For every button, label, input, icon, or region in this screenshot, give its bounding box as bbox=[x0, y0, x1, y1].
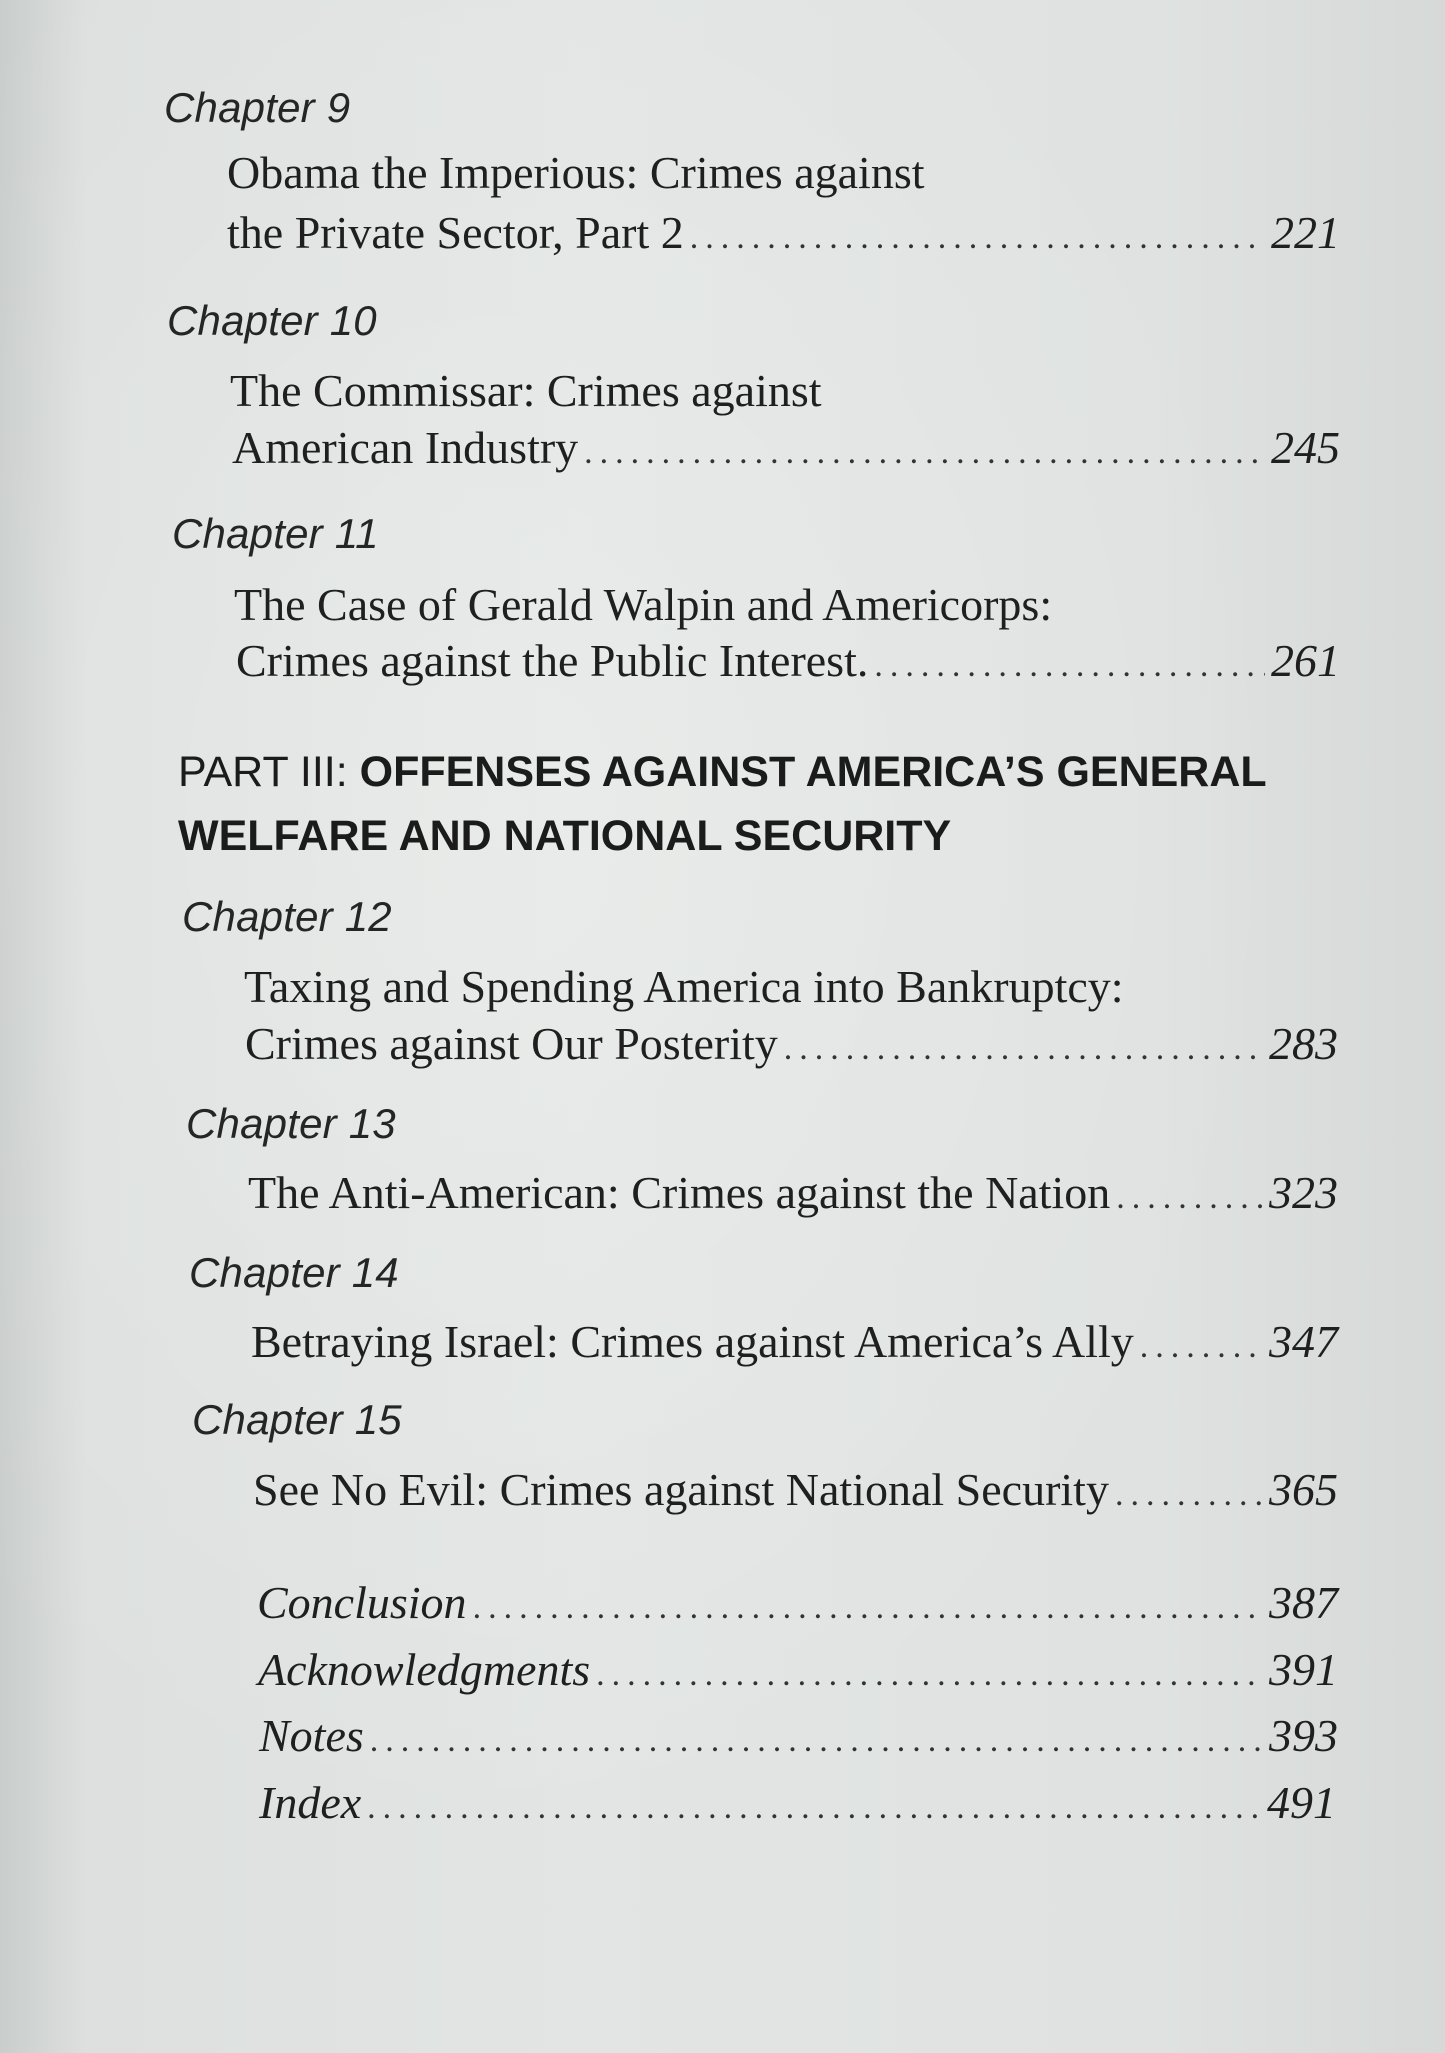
chapter-11-title-line-2: Crimes against the Public Interest. bbox=[236, 635, 869, 686]
back-matter-title: Acknowledgments bbox=[258, 1644, 591, 1695]
back-matter-page-number: 393 bbox=[1269, 1710, 1338, 1761]
part-3-prefix: PART III: bbox=[178, 748, 360, 796]
dot-leader bbox=[367, 1789, 1261, 1827]
chapter-14-entry bbox=[251, 1315, 1338, 1368]
chapter-10-label: Chapter 10 bbox=[167, 297, 377, 344]
chapter-9-page-number: 221 bbox=[1271, 207, 1340, 258]
chapter-15-title: See No Evil: Crimes against National Security bbox=[253, 1464, 1109, 1515]
dot-leader bbox=[690, 219, 1265, 257]
part-3-heading-line-1 bbox=[178, 740, 1267, 804]
chapter-11-entry bbox=[236, 634, 1340, 687]
chapter-13-label: Chapter 13 bbox=[186, 1100, 396, 1147]
dot-leader bbox=[596, 1656, 1263, 1694]
chapter-11-label: Chapter 11 bbox=[172, 510, 379, 557]
chapter-12-label: Chapter 12 bbox=[182, 893, 392, 940]
chapter-9-entry bbox=[227, 206, 1340, 259]
dot-leader bbox=[473, 1589, 1263, 1627]
chapter-14-page-number: 347 bbox=[1269, 1316, 1338, 1367]
back-matter-page-number: 391 bbox=[1269, 1644, 1338, 1695]
chapter-12-entry bbox=[245, 1017, 1338, 1070]
back-matter-title: Conclusion bbox=[257, 1577, 467, 1628]
back-matter-page-number: 491 bbox=[1267, 1777, 1336, 1828]
dot-leader bbox=[1140, 1328, 1263, 1366]
chapter-10-title-line-2: American Industry bbox=[232, 422, 579, 473]
chapter-14-title: Betraying Israel: Crimes against America’s Ally bbox=[251, 1316, 1134, 1367]
chapter-9-label: Chapter 9 bbox=[164, 84, 351, 131]
chapter-10-title-line-1: The Commissar: Crimes against bbox=[230, 365, 822, 416]
chapter-9-title-line-2: the Private Sector, Part 2 bbox=[227, 207, 684, 258]
back-matter-acknowledgments bbox=[258, 1643, 1338, 1696]
chapter-10-entry bbox=[232, 421, 1340, 474]
back-matter-index bbox=[259, 1776, 1336, 1829]
dot-leader bbox=[874, 647, 1265, 685]
chapter-12-title-line-2: Crimes against Our Posterity bbox=[245, 1018, 778, 1069]
chapter-15-entry bbox=[253, 1463, 1338, 1516]
part-3-title-line-1: OFFENSES AGAINST AMERICA’S GENERAL bbox=[359, 748, 1267, 796]
part-3-heading bbox=[178, 740, 1267, 868]
chapter-11-page-number: 261 bbox=[1271, 635, 1340, 686]
chapter-9-title-line-1: Obama the Imperious: Crimes against bbox=[227, 147, 925, 198]
chapter-12-title-line-1: Taxing and Spending America into Bankruptcy: bbox=[244, 961, 1124, 1012]
chapter-11-title-line-1: The Case of Gerald Walpin and Americorps: bbox=[234, 579, 1053, 630]
chapter-13-page-number: 323 bbox=[1269, 1167, 1338, 1218]
dot-leader bbox=[784, 1030, 1263, 1068]
chapter-14-label: Chapter 14 bbox=[189, 1249, 399, 1296]
back-matter-title: Notes bbox=[259, 1710, 364, 1761]
chapter-13-title: The Anti-American: Crimes against the Nation bbox=[248, 1167, 1111, 1218]
chapter-15-page-number: 365 bbox=[1269, 1464, 1338, 1515]
back-matter-notes bbox=[259, 1709, 1338, 1762]
chapter-10-page-number: 245 bbox=[1271, 422, 1340, 473]
part-3-title-line-2: WELFARE AND NATIONAL SECURITY bbox=[178, 812, 952, 860]
dot-leader bbox=[584, 434, 1265, 472]
back-matter-page-number: 387 bbox=[1269, 1577, 1338, 1628]
chapter-12-page-number: 283 bbox=[1269, 1018, 1338, 1069]
back-matter-conclusion bbox=[257, 1576, 1338, 1629]
dot-leader bbox=[370, 1722, 1263, 1760]
back-matter-title: Index bbox=[259, 1777, 362, 1828]
chapter-15-label: Chapter 15 bbox=[192, 1396, 402, 1443]
dot-leader bbox=[1116, 1179, 1263, 1217]
dot-leader bbox=[1115, 1476, 1263, 1514]
chapter-13-entry bbox=[248, 1166, 1338, 1219]
